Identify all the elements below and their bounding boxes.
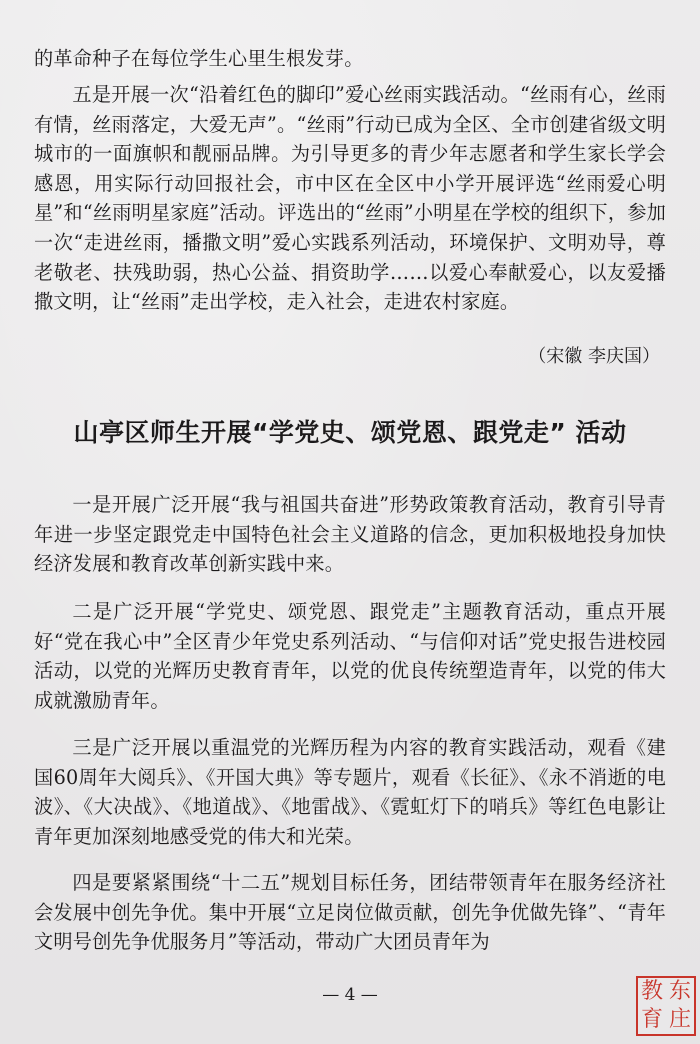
paragraph-three: 三是广泛开展以重温党的光辉历程为内容的教育实践活动，观看《建国60周年大阅兵》、《开国大典》等专题片，观看《长征》、《永不消逝的电波》、《大决战》、《地道战》、《地雷战》、《霓虹灯下的哨兵》等红色电影让青年更加深刻地感受党的伟大和光荣。 (34, 736, 666, 848)
continuation-paragraph: 的革命种子在每位学生心里生根发芽。 (34, 47, 364, 70)
seal-char: 育 (640, 1007, 663, 1032)
article-heading: 山亭区师生开展“学党史、颂党恩、跟党走” 活动 (73, 418, 627, 447)
page-number: — 4 — (322, 985, 378, 1005)
red-seal-stamp (636, 976, 696, 1036)
seal-char: 教 (640, 979, 663, 1004)
paragraph-five: 五是开展一次“沿着红色的脚印”爱心丝雨实践活动。“丝雨有心，丝雨有情，丝雨落定，大爱无声”。“丝雨”行动已成为全区、全市创建省级文明城市的一面旗帜和靓丽品牌。为引导更多的青少年志愿者和学生家长学会感恩，用实际行动回报社会，市中区在全区中小学开展评选“丝雨爱心明星”和“丝雨明星家庭”活动。评选出的“丝雨”小明星在学校的组织下，参加一次“走进丝雨，播撒文明”爱心实践系列活动，环境保护、文明劝导，尊老敬老、扶残助弱，热心公益、捐资助学……以爱心奉献爱心，以友爱播撒文明，让“丝雨”走出学校，走入社会，走进农村家庭。 (34, 83, 666, 314)
seal-char: 东 (668, 979, 691, 1004)
author-signature: （宋徽 李庆国） (528, 346, 660, 367)
paragraph-one: 一是开展广泛开展“我与祖国共奋进”形势政策教育活动，教育引导青年进一步坚定跟党走中国特色社会主义道路的信念，更加积极地投身加快经济发展和教育改革创新实践中来。 (34, 493, 666, 576)
paragraph-two: 二是广泛开展“学党史、颂党恩、跟党走”主题教育活动，重点开展好“党在我心中”全区青少年党史系列活动、“与信仰对话”党史报告进校园活动，以党的光辉历史教育青年，以党的优良传统塑造青年，以党的伟大成就激励青年。 (34, 600, 666, 712)
seal-char: 庄 (668, 1007, 691, 1032)
paragraph-four: 四是要紧紧围绕“十二五”规划目标任务，团结带领青年在服务经济社会发展中创先争优。集中开展“立足岗位做贡献，创先争优做先锋”、“青年文明号创先争优服务月”等活动，带动广大团员青年为 (34, 871, 666, 954)
